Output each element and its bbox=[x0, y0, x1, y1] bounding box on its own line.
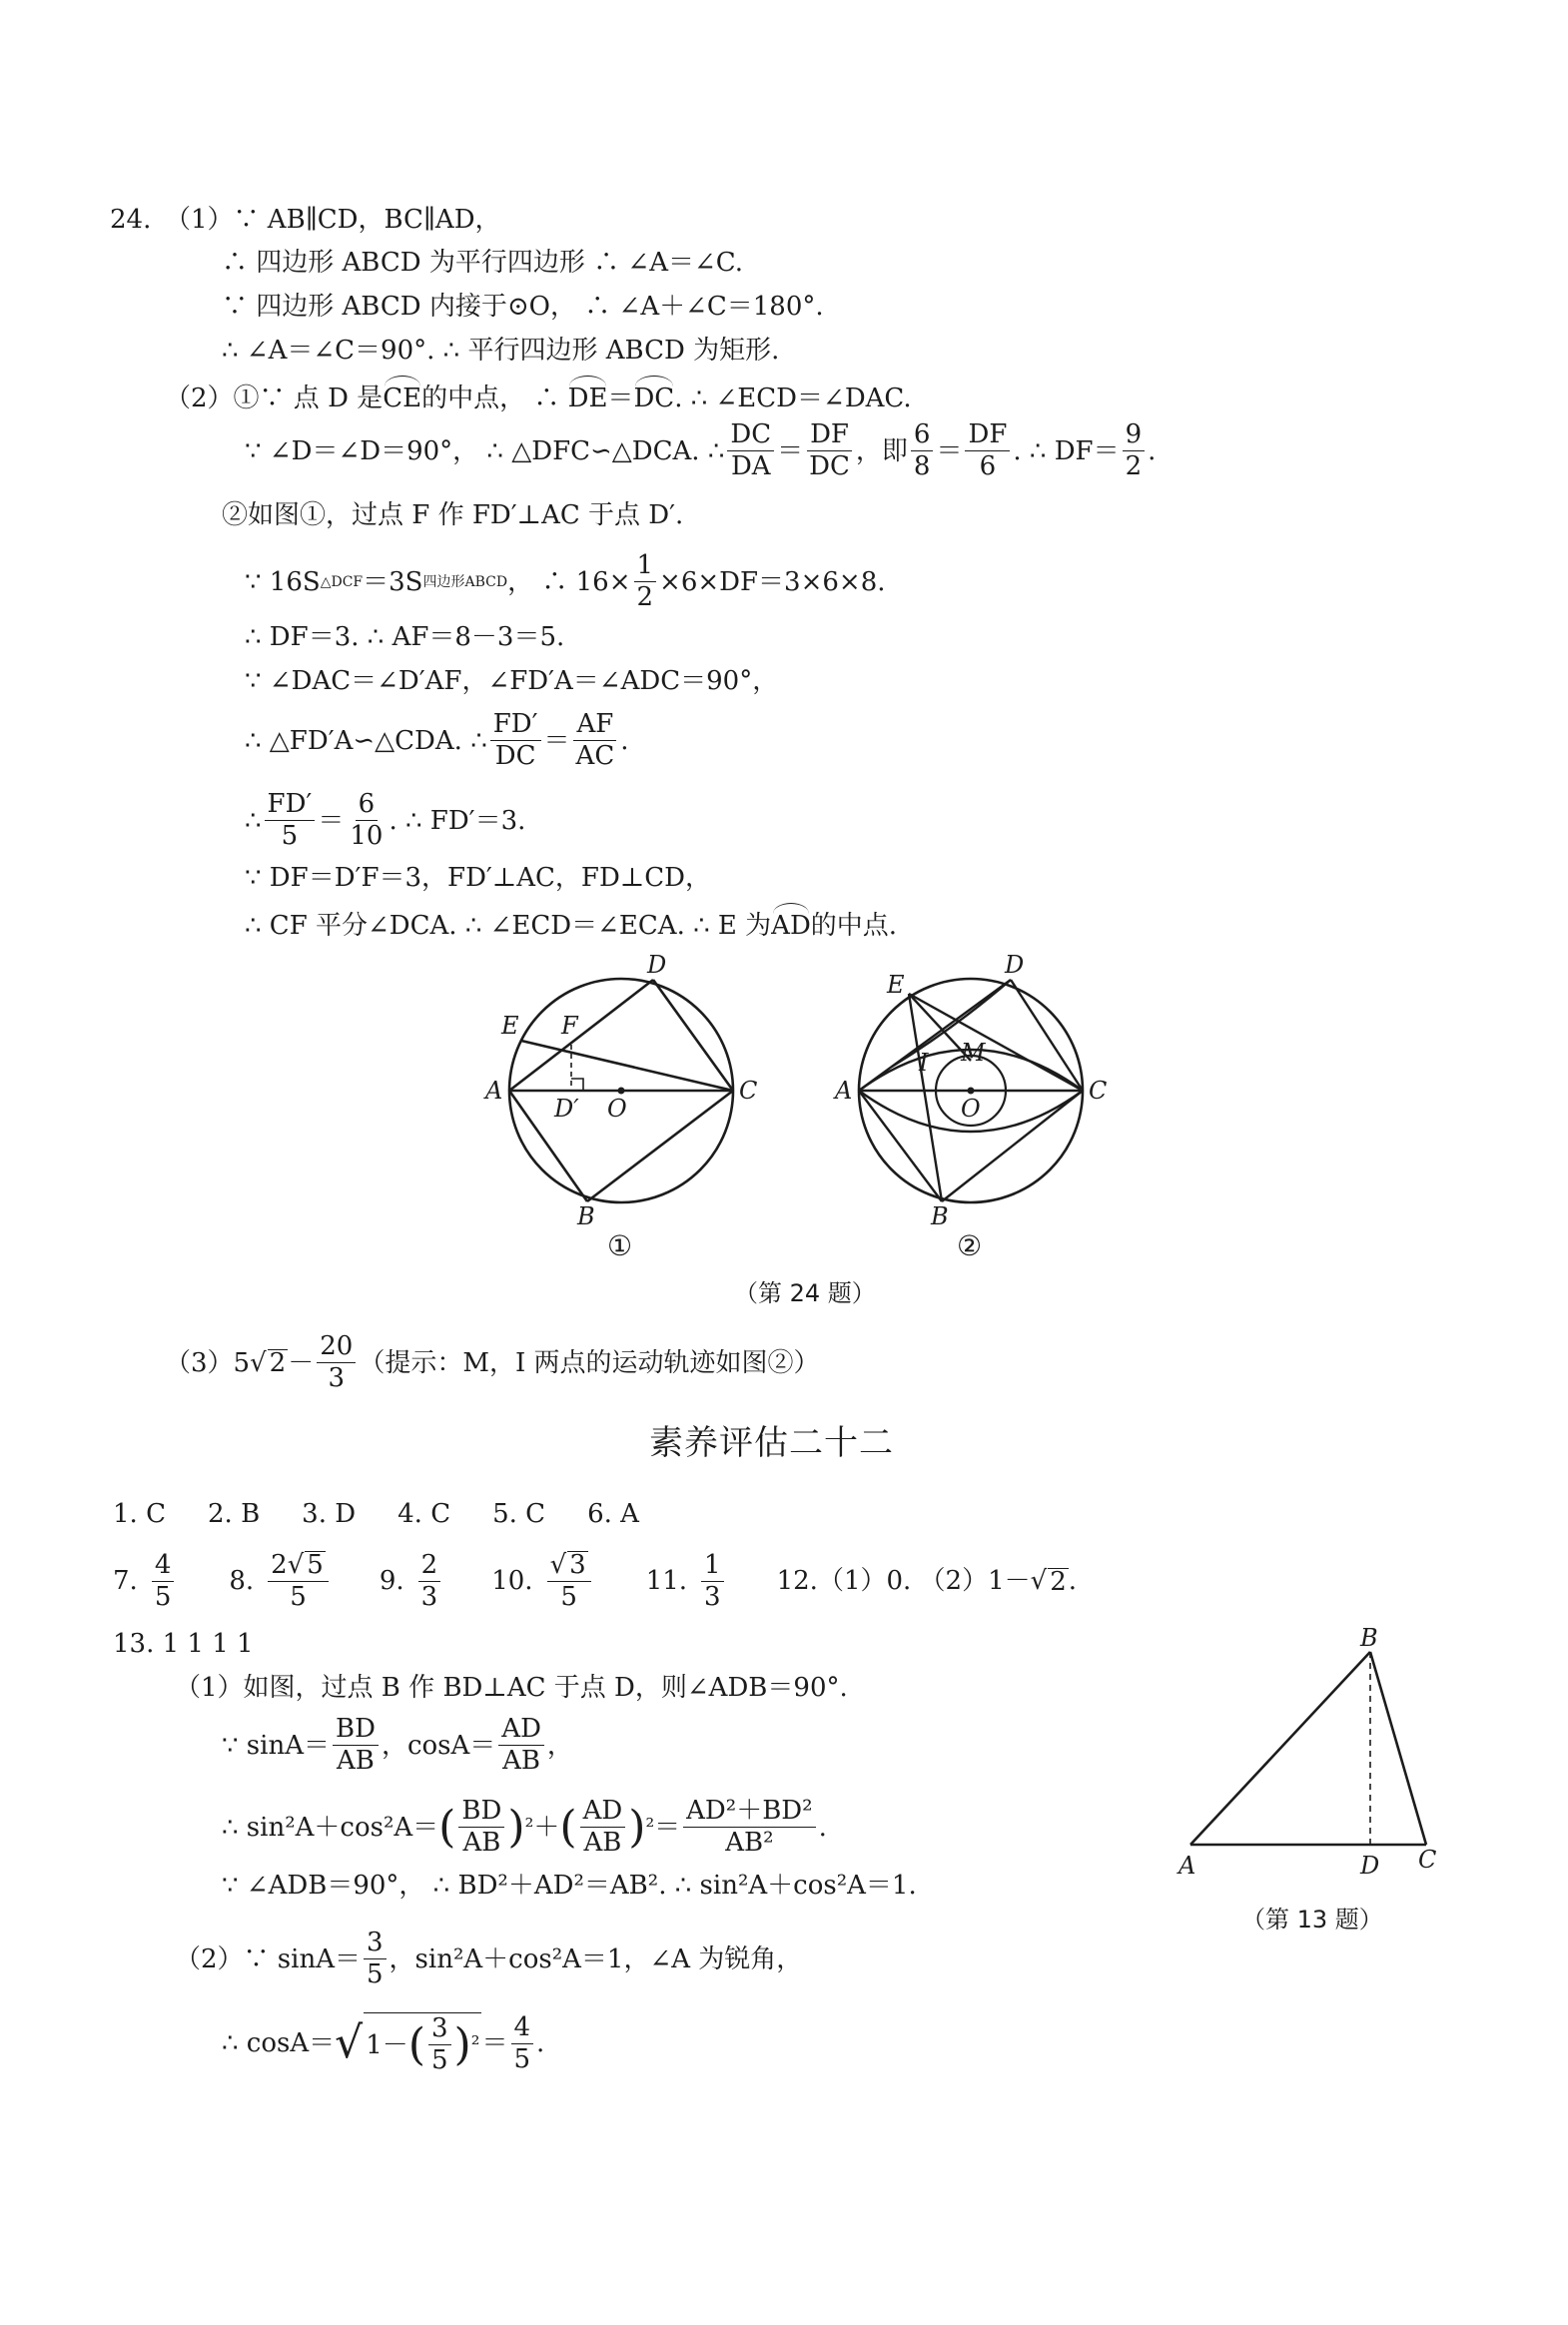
p13-line-4: ∴ sin²A＋cos²A＝ ( $\frac{BD}{AB}$ ) ² ＋ ( $\frac{AD}{AB}$ ) ² ＝ $\frac{\text{AD²＋BD²}}{\text{AB²}}$ . bbox=[222, 1796, 827, 1859]
fig2-label-B: B bbox=[931, 1202, 949, 1230]
figure-24-2 bbox=[829, 949, 1129, 1230]
mc-answer: 4. C bbox=[397, 1499, 451, 1529]
p13-line-6: （2）∵ sinA＝ $\frac{3}{5}$ ，sin²A＋cos²A＝1，∠A 为锐角， bbox=[175, 1928, 803, 1990]
fig2-label-C: C bbox=[1089, 1077, 1108, 1105]
fig1-label-B: B bbox=[577, 1202, 595, 1230]
p24-line-5: （2）①∵ 点 D 是CE的中点， ∴ DE＝DC. ∴ ∠ECD＝∠DAC. bbox=[165, 384, 912, 413]
p24-line-2: ∴ 四边形 ABCD 为平行四边形 ∴ ∠A＝∠C. bbox=[222, 248, 744, 278]
fig1-label-E: E bbox=[501, 1012, 519, 1040]
fig13-label-A: A bbox=[1178, 1852, 1196, 1880]
fig1-label-D: D bbox=[647, 951, 667, 979]
fig1-label-C: C bbox=[739, 1077, 758, 1105]
p24-line-4: ∴ ∠A＝∠C＝90°. ∴ 平行四边形 ABCD 为矩形. bbox=[222, 336, 780, 366]
fig1-number: ① bbox=[607, 1229, 633, 1262]
fig13-label-C: C bbox=[1418, 1846, 1437, 1874]
p24-line-10: ∵ ∠DAC＝∠D′AF，∠FD′A＝∠ADC＝90°， bbox=[245, 666, 779, 696]
figure-13-caption: （第 13 题） bbox=[1241, 1906, 1383, 1934]
fig13-label-D: D bbox=[1360, 1852, 1380, 1880]
figure-13 bbox=[1169, 1618, 1448, 1880]
fig2-number: ② bbox=[957, 1229, 983, 1262]
p13-line-5: ∵ ∠ADB＝90°， ∴ BD²＋AD²＝AB². ∴ sin²A＋cos²A＝1. bbox=[222, 1871, 917, 1901]
p13-line-3: ∵ sinA＝ $\frac{BD}{AB}$ ，cosA＝ $\frac{AD}{AB}$ ， bbox=[222, 1714, 573, 1777]
mc-answer: 5. C bbox=[492, 1499, 546, 1529]
fig13-label-B: B bbox=[1360, 1624, 1378, 1652]
fig2-label-O: O bbox=[961, 1095, 981, 1123]
fig1-label-A: A bbox=[485, 1077, 503, 1105]
fig2-label-I: I bbox=[919, 1049, 929, 1077]
p13-line-2: （1）如图，过点 B 作 BD⊥AC 于点 D，则∠ADB＝90°. bbox=[175, 1673, 848, 1703]
fig2-label-A: A bbox=[835, 1077, 853, 1105]
p24-line-14: ∴ CF 平分∠DCA. ∴ ∠ECD＝∠ECA. ∴ E 为AD的中点. bbox=[245, 911, 898, 941]
section-title: 素养评估二十二 bbox=[649, 1423, 894, 1463]
mc-answer: 3. D bbox=[302, 1499, 357, 1529]
p24-line-1: （1）∵ AB∥CD，BC∥AD， bbox=[165, 205, 501, 235]
p24-line-7: ②如图①，过点 F 作 FD′⊥AC 于点 D′. bbox=[222, 500, 684, 530]
fill-answers: 7. $\frac{4}{5}$ 8. $\frac{2√ 5}{5}$ 9. $\frac{2}{3}$ 10. $\frac{√ 3}{5}$ 11. $\frac{1}{3}$ 12.（1）0. （2）1－ √ 2 . bbox=[113, 1549, 1078, 1613]
p24-line-12: ∴ $\frac{FD'}{5}$ ＝ $\frac{6}{10}$ . ∴ FD′＝3. bbox=[245, 789, 526, 852]
p24-line-11: ∴ △FD′A∽△CDA. ∴ $\frac{FD'}{DC}$ ＝ $\frac{AF}{AC}$ . bbox=[245, 709, 629, 772]
fig1-label-O: O bbox=[607, 1095, 627, 1123]
problem-number-24: 24. bbox=[110, 205, 152, 235]
fig2-label-M: M bbox=[961, 1039, 986, 1067]
p24-line-9: ∴ DF＝3. ∴ AF＝8－3＝5. bbox=[245, 622, 565, 652]
p13-line-7: ∴ cosA＝ √ 1－ ( $\frac{3}{5}$ ) ² ＝ $\frac{4}{5}$ . bbox=[222, 2011, 545, 2076]
mc-answer: 1. C bbox=[113, 1499, 166, 1529]
figure-24-caption: （第 24 题） bbox=[734, 1279, 876, 1307]
fig1-label-Dp: D′ bbox=[554, 1095, 579, 1123]
fig2-label-E: E bbox=[887, 971, 905, 999]
mc-answer: 2. B bbox=[207, 1499, 261, 1529]
fig2-label-D: D bbox=[1005, 951, 1025, 979]
p13-line-1: 13. 1 1 1 1 bbox=[113, 1629, 254, 1659]
figure-24-1 bbox=[479, 949, 779, 1230]
p24-line-3: ∵ 四边形 ABCD 内接于⊙O， ∴ ∠A＋∠C＝180°. bbox=[222, 292, 824, 322]
mc-answers bbox=[113, 1501, 639, 1527]
p24-line-15: （3）5 √ 2 － $\frac{20}{3}$ （提示：M，I 两点的运动轨迹如图②） bbox=[165, 1331, 820, 1394]
p24-line-6: ∵ ∠D＝∠D＝90°， ∴ △DFC∽△DCA. ∴ $\frac{DC}{DA}$ ＝ $\frac{DF}{DC}$ ，即 $\frac{6}{8}$ ＝ $\frac{DF}{6}$ . ∴ DF＝ $\frac{9}{2}$ . bbox=[245, 419, 1157, 482]
p24-line-8: ∵ 16S △DCF ＝3S 四边形ABCD ， ∴ 16× $\frac{1}{2}$ ×6×DF＝3×6×8. bbox=[245, 550, 886, 613]
p24-line-13: ∵ DF＝D′F＝3，FD′⊥AC，FD⊥CD， bbox=[245, 863, 712, 893]
fig1-label-F: F bbox=[561, 1012, 578, 1040]
mc-answer: 6. A bbox=[587, 1499, 639, 1529]
